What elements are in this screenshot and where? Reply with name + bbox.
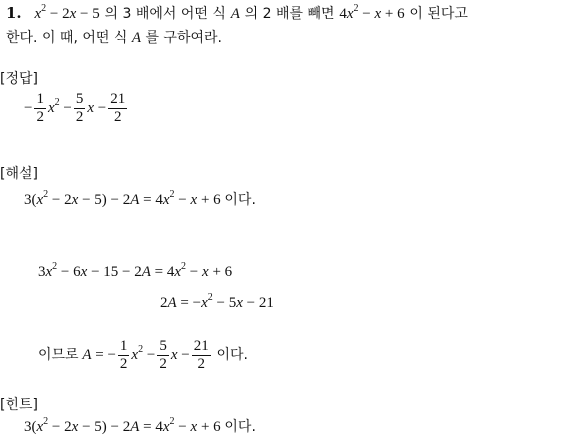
problem-result-expr: $4x^2 - x + 6$ [339, 3, 405, 22]
explanation-line-1: $3(x^2 - 2x - 5) - 2A = 4x^2 - x + 6$ 이다. [24, 189, 256, 208]
expl-frac-2: $\frac{5}{2}$ [159, 338, 167, 373]
problem-var-a-2: A [131, 30, 141, 46]
explanation-line-4-suffix: 이다. [216, 347, 248, 363]
answer-frac-3: $\frac{21}{2}$ [110, 91, 126, 126]
explanation-line-4-prefix: 이므로 [38, 347, 79, 363]
problem-var-a: A [230, 6, 240, 22]
expl-frac-3: $\frac{21}{2}$ [193, 338, 209, 373]
problem-text-1: 의 3 배에서 어떤 식 [104, 6, 226, 22]
hint-line-1-suffix: 이다. [224, 419, 256, 435]
problem-line-2 [6, 29, 222, 47]
problem-intro-expr: $x^2 - 2x - 5$ [34, 3, 100, 22]
hint-label: [힌트] [0, 397, 38, 413]
explanation-line-4: 이므로 A = − $\frac{1}{2}$ $x^2$ − $\frac{5}{2}$ x − $\frac{21}{2}$ 이다. [38, 338, 248, 373]
expl-frac-1: $\frac{1}{2}$ [119, 338, 128, 373]
answer-frac-1: $\frac{1}{2}$ [36, 91, 44, 126]
explanation-line-2: $3x^2 - 6x - 15 - 2A = 4x^2 - x + 6$ [38, 261, 233, 280]
problem-line-2-text: 한다. 이 때, 어떤 식 [6, 30, 128, 46]
explanation-label: [해설] [0, 166, 38, 182]
answer-expression: − $\frac{1}{2}$ $x^2$ − $\frac{5}{2}$ x − $\frac{21}{2}$ [24, 91, 126, 126]
problem-text-2: 의 2 배를 빼면 [244, 6, 335, 22]
answer-label: [정답] [0, 71, 38, 87]
problem-line-2-end: 를 구하여라. [145, 30, 222, 46]
answer-frac-2: $\frac{5}{2}$ [75, 91, 84, 126]
explanation-line-1-suffix: 이다. [224, 192, 256, 208]
problem-line-1 [6, 4, 468, 23]
explanation-line-3: $2A = -x^2 - 5x - 21$ [160, 292, 274, 311]
problem-number: 1. [6, 4, 22, 22]
answer-sign: − [24, 100, 33, 116]
problem-text-3: 이 된다고 [409, 6, 468, 22]
hint-line-1: $3(x^2 - 2x - 5) - 2A = 4x^2 - x + 6$ 이다. [24, 416, 256, 435]
